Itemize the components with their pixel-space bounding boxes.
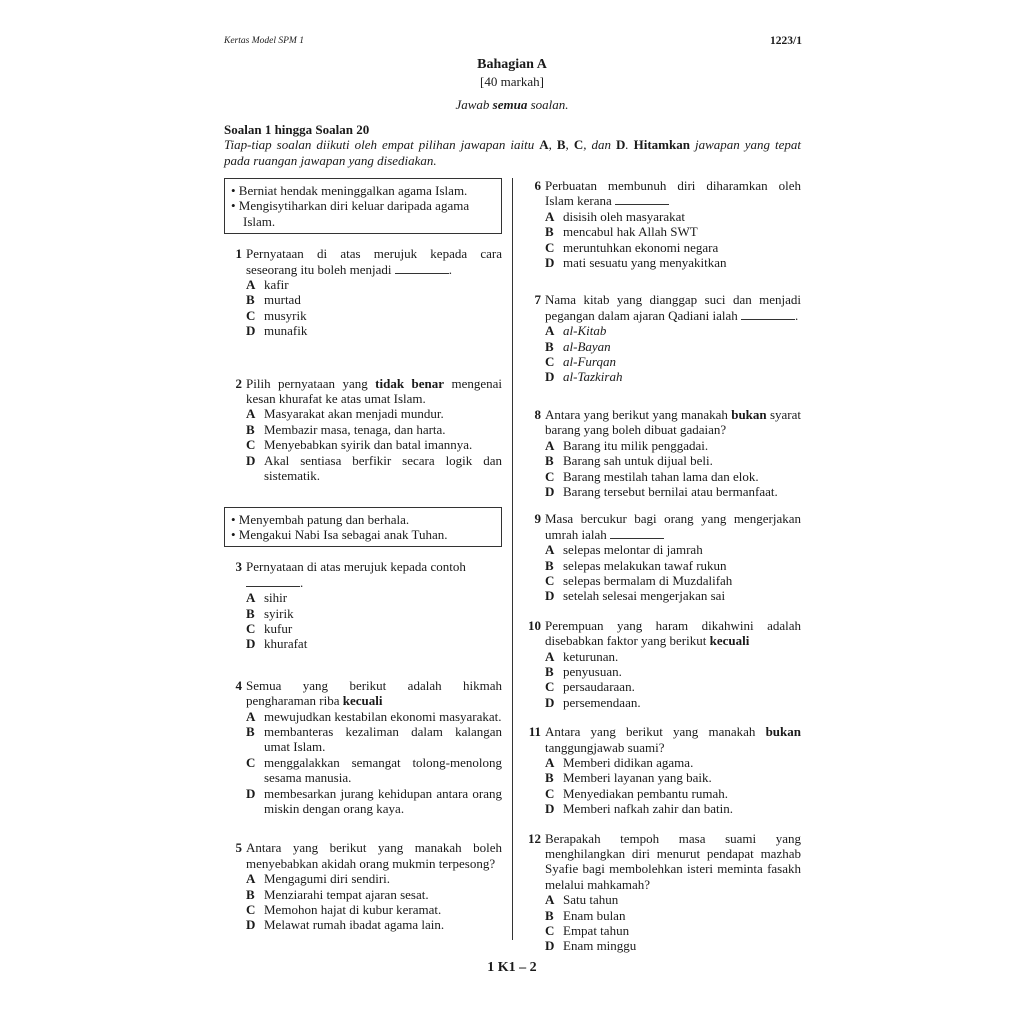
answer-blank: [610, 528, 664, 539]
option-b[interactable]: B al-Bayan: [545, 338, 611, 354]
question-number: 9: [534, 511, 541, 527]
question-range-title: Soalan 1 hingga Soalan 20: [224, 122, 370, 137]
option-c[interactable]: C selepas bermalam di Muzdalifah: [545, 572, 733, 588]
option-b[interactable]: B syirik: [246, 605, 294, 621]
question-stem: Antara yang berikut yang manakah boleh menyebabkan akidah orang mukmin terpesong?: [246, 840, 502, 871]
option-a[interactable]: A kafir: [246, 277, 289, 293]
option-a[interactable]: A Barang itu milik penggadai.: [545, 437, 709, 453]
question-number: 7: [534, 292, 541, 308]
question-stem: Masa bercukur bagi orang yang mengerjakan umrah ialah: [545, 511, 801, 542]
option-c[interactable]: C menggalakkan semangat tolong-menolong sesama manusia.: [246, 754, 502, 786]
question-9: [523, 511, 801, 603]
stimulus-line: • Menyembah patung dan berhala.: [231, 511, 410, 527]
question-number: 8: [534, 406, 541, 422]
question-2: [224, 376, 502, 484]
option-d[interactable]: D munafik: [246, 323, 308, 339]
section-marks: [40 markah]: [480, 74, 544, 89]
question-stem: Pernyataan di atas merujuk kepada contoh .: [246, 559, 466, 590]
stimulus-box-1: [224, 178, 502, 234]
option-b[interactable]: B penyusuan.: [545, 663, 622, 679]
option-a[interactable]: A selepas melontar di jamrah: [545, 542, 703, 558]
question-8: [523, 407, 801, 499]
question-number: 10: [528, 617, 541, 633]
question-stem: Semua yang berikut adalah hikmah pengharaman riba kecuali: [246, 677, 502, 709]
option-a[interactable]: A mewujudkan kestabilan ekonomi masyarakat.: [246, 708, 502, 724]
question-stem: Antara yang berikut yang manakah bukan syarat barang yang boleh dibuat gadaian?: [545, 406, 801, 438]
option-a[interactable]: A Masyarakat akan menjadi mundur.: [246, 406, 444, 422]
header-paper-title: Kertas Model SPM 1: [224, 36, 304, 46]
option-c[interactable]: C Menyebabkan syirik dan batal imannya.: [246, 437, 473, 453]
question-number: 3: [235, 559, 242, 575]
option-a[interactable]: A disisih oleh masyarakat: [545, 208, 686, 224]
option-c[interactable]: C al-Furqan: [545, 354, 616, 370]
option-d[interactable]: D mati sesuatu yang menyakitkan: [545, 255, 727, 271]
stimulus-line: • Mengakui Nabi Isa sebagai anak Tuhan.: [231, 526, 448, 542]
question-stem: Perbuatan membunuh diri diharamkan oleh Islam kerana: [545, 178, 801, 209]
question-number: 2: [235, 375, 242, 391]
option-b[interactable]: B Barang sah untuk dijual beli.: [545, 453, 713, 469]
question-stem: Perempuan yang haram dikahwini adalah disebabkan faktor yang berikut kecuali: [545, 617, 801, 649]
answer-blank: [741, 309, 795, 320]
answer-blank: [615, 194, 669, 205]
page-footer-number: 1 K1 – 2: [487, 960, 537, 975]
option-d[interactable]: D Melawat rumah ibadat agama lain.: [246, 917, 445, 933]
question-7: [523, 292, 801, 384]
stimulus-box-2: [224, 507, 502, 548]
option-b[interactable]: B murtad: [246, 292, 301, 308]
option-b[interactable]: B mencabul hak Allah SWT: [545, 224, 698, 240]
question-number: 4: [235, 677, 242, 693]
question-10: [523, 618, 801, 710]
option-d[interactable]: D Akal sentiasa berfikir secara logik dan sistematik.: [246, 452, 502, 484]
question-5: [224, 840, 502, 932]
option-c[interactable]: C Barang mestilah tahan lama dan elok.: [545, 468, 759, 484]
option-c[interactable]: C Menyediakan pembantu rumah.: [545, 785, 728, 801]
question-number: 12: [528, 830, 541, 846]
option-c[interactable]: C kufur: [246, 620, 293, 636]
question-4: [224, 678, 502, 817]
option-d[interactable]: D membesarkan jurang kehidupan antara orang miskin dengan orang kaya.: [246, 785, 502, 816]
answer-blank: [246, 576, 300, 587]
option-c[interactable]: C persaudaraan.: [545, 679, 635, 695]
option-d[interactable]: D Memberi nafkah zahir dan batin.: [545, 801, 734, 817]
question-stem: Antara yang berikut yang manakah bukan tanggungjawab suami?: [545, 724, 801, 755]
header-paper-code: 1223/1: [770, 35, 802, 47]
option-a[interactable]: A sihir: [246, 590, 288, 606]
option-c[interactable]: C musyrik: [246, 307, 307, 323]
question-range-description: Tiap-tiap soalan diikuti oleh empat pilihan jawapan iaitu A, B, C, dan D. Hitamkan jawapan yang tepat pada ruangan jawapan yang disediakan.: [224, 137, 802, 168]
option-a[interactable]: A al-Kitab: [545, 323, 607, 339]
question-number: 5: [235, 840, 242, 856]
question-stem: Nama kitab yang dianggap suci dan menjadi pegangan dalam ajaran Qadiani ialah .: [545, 292, 801, 323]
question-1: [224, 246, 502, 338]
option-a[interactable]: A Memberi didikan agama.: [545, 755, 694, 770]
option-b[interactable]: B membanteras kezaliman dalam kalangan umat Islam.: [246, 723, 502, 755]
option-c[interactable]: C Empat tahun: [545, 923, 630, 939]
question-number: 1: [235, 246, 242, 262]
answer-blank: [395, 263, 449, 274]
option-b[interactable]: B Enam bulan: [545, 907, 626, 923]
option-b[interactable]: B Memberi layanan yang baik.: [545, 770, 712, 786]
option-a[interactable]: A Satu tahun: [545, 892, 619, 908]
section-title: Bahagian A: [477, 57, 547, 72]
option-b[interactable]: B Membazir masa, tenaga, dan harta.: [246, 421, 446, 437]
question-stem: Pilih pernyataan yang tidak benar mengenai kesan khurafat ke atas umat Islam.: [246, 375, 502, 407]
option-b[interactable]: B selepas melakukan tawaf rukun: [545, 557, 727, 573]
option-d[interactable]: D setelah selesai mengerjakan sai: [545, 588, 726, 604]
question-stem: Berapakah tempoh masa suami yang menghilangkan diri menurut pendapat mazhab Syafie bagi membolehkan isteri meminta fasakh melalui mahkamah?: [545, 830, 801, 892]
question-11: [523, 724, 801, 816]
option-c[interactable]: C Memohon hajat di kubur keramat.: [246, 902, 442, 918]
right-column: [523, 178, 801, 954]
column-divider: [512, 178, 513, 940]
option-a[interactable]: A keturunan.: [545, 648, 619, 664]
stimulus-line: • Berniat hendak meninggalkan agama Islam.: [231, 183, 468, 198]
option-b[interactable]: B Menziarahi tempat ajaran sesat.: [246, 886, 429, 902]
question-6: [523, 178, 801, 270]
question-12: [523, 831, 801, 954]
question-3: [224, 559, 502, 651]
option-d[interactable]: D Enam minggu: [545, 938, 637, 954]
option-d[interactable]: D khurafat: [246, 636, 308, 652]
question-stem: Pernyataan di atas merujuk kepada cara seseorang itu boleh menjadi .: [246, 246, 502, 277]
option-d[interactable]: D Barang tersebut bernilai atau bermanfaat.: [545, 483, 778, 499]
question-number: 11: [528, 724, 541, 740]
left-column: [224, 178, 502, 933]
question-number: 6: [534, 178, 541, 193]
option-c[interactable]: C meruntuhkan ekonomi negara: [545, 239, 719, 255]
option-a[interactable]: A Mengagumi diri sendiri.: [246, 871, 391, 887]
section-instruction: Jawab semua soalan.: [455, 97, 569, 112]
option-d[interactable]: D persemendaan.: [545, 694, 641, 710]
option-d[interactable]: D al-Tazkirah: [545, 369, 623, 385]
stimulus-line: • Mengisytiharkan diri keluar daripada agama Islam.: [231, 198, 470, 229]
